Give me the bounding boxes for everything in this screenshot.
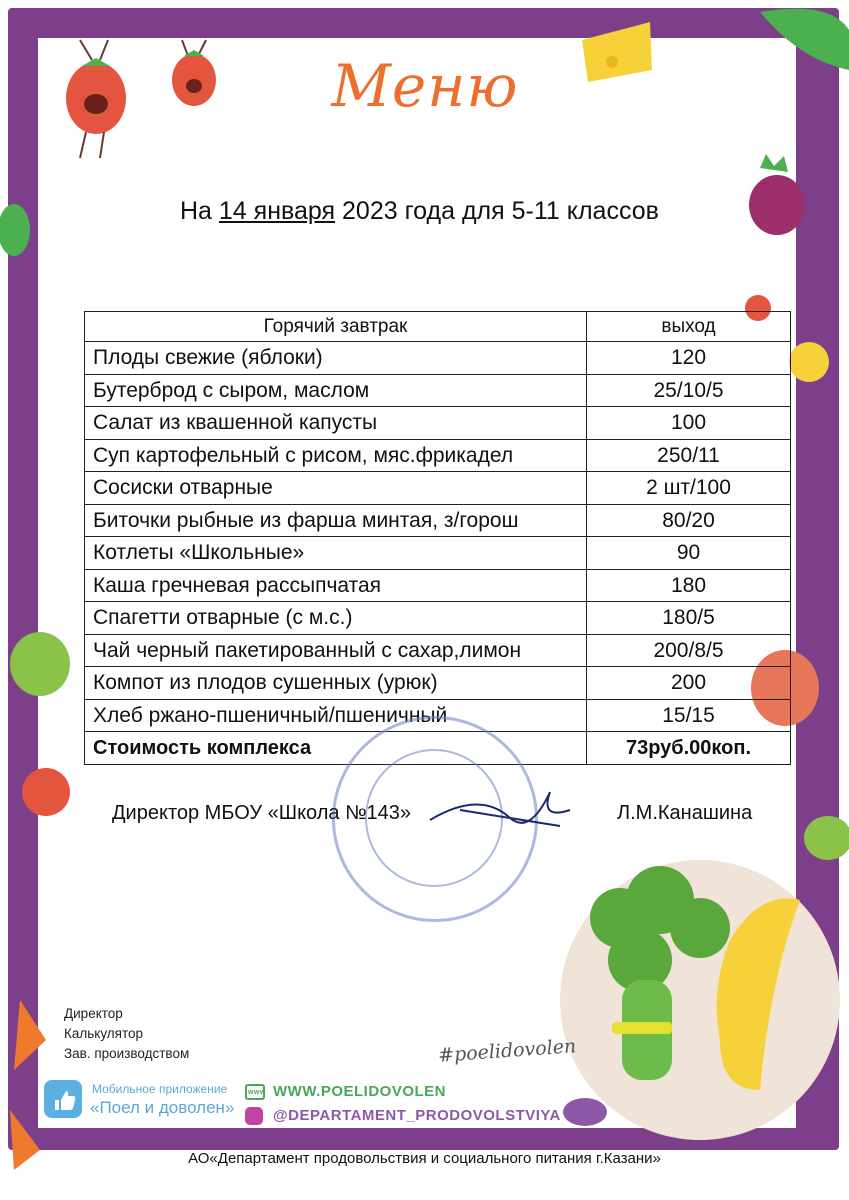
app-caption: Мобильное приложение xyxy=(92,1082,228,1096)
dish-name: Каша гречневая рассыпчатая xyxy=(85,569,587,602)
table-row xyxy=(85,537,791,570)
dish-name: Сосиски отварные xyxy=(85,472,587,505)
app-logo-icon xyxy=(44,1080,82,1118)
table-row xyxy=(85,634,791,667)
page-title: Меню xyxy=(331,52,519,120)
lime-icon xyxy=(804,816,849,860)
lemon-icon xyxy=(789,342,829,382)
dish-name: Чай черный пакетированный с сахар,лимон xyxy=(85,634,587,667)
director-name: Л.М.Канашина xyxy=(617,802,753,824)
web-icon: www xyxy=(245,1084,265,1100)
menu-table xyxy=(84,311,791,765)
director-title: Директор МБОУ «Школа №143» xyxy=(112,802,412,824)
apple-character-icon xyxy=(10,632,70,696)
table-row xyxy=(85,667,791,700)
instagram-icon xyxy=(245,1107,263,1125)
approvals-list xyxy=(64,1004,189,1064)
approval-item: Калькулятор xyxy=(64,1026,144,1041)
table-row xyxy=(85,504,791,537)
footer-organization: АО«Департамент продовольствия и социального питания г.Казани» xyxy=(188,1150,661,1167)
table-row xyxy=(85,602,791,635)
app-name: «Поел и доволен» xyxy=(90,1098,235,1117)
approval-item: Директор xyxy=(64,1006,123,1021)
menu-date-line xyxy=(180,197,740,226)
dish-yield: 15/15 xyxy=(587,699,791,732)
candy-icon xyxy=(563,1098,607,1126)
leaf-icon xyxy=(760,9,849,70)
table-row xyxy=(85,342,791,375)
dish-name: Компот из плодов сушенных (урюк) xyxy=(85,667,587,700)
dish-name: Хлеб ржано-пшеничный/пшеничный xyxy=(85,699,587,732)
dish-yield: 90 xyxy=(587,537,791,570)
tomato-character-icon xyxy=(172,40,216,106)
approval-item: Зав. производством xyxy=(64,1046,190,1061)
date-prefix: На xyxy=(180,197,219,225)
dish-yield: 180/5 xyxy=(587,602,791,635)
dish-yield: 250/11 xyxy=(587,439,791,472)
table-row xyxy=(85,472,791,505)
column-header-yield: выход xyxy=(587,312,791,342)
director-signature xyxy=(420,780,590,840)
table-row xyxy=(85,569,791,602)
table-row xyxy=(85,374,791,407)
table-header-row xyxy=(85,312,791,342)
hashtag: #poelidovolen xyxy=(437,1035,577,1067)
date-suffix: 2023 года для 5-11 классов xyxy=(335,197,659,225)
dish-yield: 25/10/5 xyxy=(587,374,791,407)
dish-name: Биточки рыбные из фарша минтая, з/горош xyxy=(85,504,587,537)
pepper-icon xyxy=(0,204,30,256)
beet-character-icon xyxy=(749,154,805,235)
total-value: 73руб.00коп. xyxy=(587,732,791,765)
website-link[interactable]: $^{www}$ WWW.POELIDOVOLEN xyxy=(245,1083,561,1107)
dish-yield: 80/20 xyxy=(587,504,791,537)
web-links xyxy=(245,1083,561,1131)
dish-yield: 120 xyxy=(587,342,791,375)
table-row xyxy=(85,439,791,472)
table-row xyxy=(85,407,791,440)
column-header-dish: Горячий завтрак xyxy=(85,312,587,342)
date-value: 14 января xyxy=(218,197,336,225)
dish-yield: 100 xyxy=(587,407,791,440)
instagram-link[interactable]: @DEPARTAMENT_PRODOVOLSTVIYA xyxy=(245,1107,561,1131)
cheese-character-icon xyxy=(582,22,652,82)
dish-yield: 200 xyxy=(587,667,791,700)
dish-name: Спагетти отварные (с м.с.) xyxy=(85,602,587,635)
dish-yield: 2 шт/100 xyxy=(587,472,791,505)
dish-name: Плоды свежие (яблоки) xyxy=(85,342,587,375)
dish-name: Салат из квашенной капусты xyxy=(85,407,587,440)
dish-yield: 180 xyxy=(587,569,791,602)
dish-yield: 200/8/5 xyxy=(587,634,791,667)
tomato-icon xyxy=(22,768,70,816)
total-label: Стоимость комплекса xyxy=(85,732,587,765)
tomato-character-icon xyxy=(66,40,126,158)
carrot-icon xyxy=(14,1000,46,1070)
dish-name: Суп картофельный с рисом, мяс.фрикадел xyxy=(85,439,587,472)
dish-name: Котлеты «Школьные» xyxy=(85,537,587,570)
dish-name: Бутерброд с сыром, маслом xyxy=(85,374,587,407)
